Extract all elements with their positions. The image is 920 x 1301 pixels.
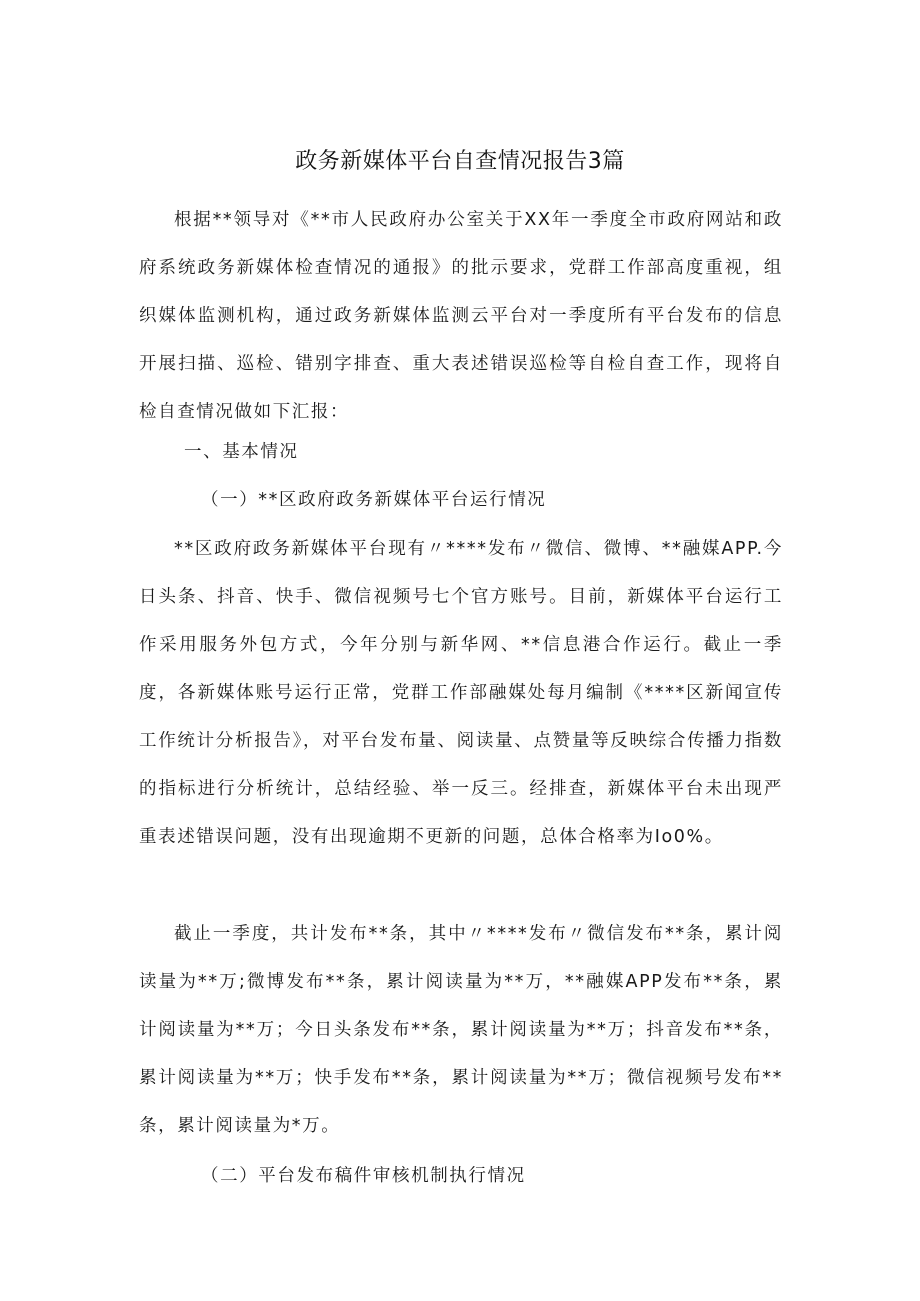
section1-heading: 一、基本情况 xyxy=(184,442,299,462)
operation-section xyxy=(139,525,783,861)
subsection1 xyxy=(139,476,783,524)
operation-paragraph: **区政府政务新媒体平台现有〃****发布〃微信、微博、**融媒APP.今日头条、抖音、快手、微信视频号七个官方账号。目前，新媒体平台运行工作采用服务外包方式，今年分别与新华网、**信息港合作运行。截止一季度，各新媒体账号运行正常，党群工作部融媒处每月编制《****区新闻宣传工作统计分析报告》，对平台发布量、阅读量、点赞量等反映综合传播力指数的指标进行分析统计，总结经验、举一反三。经排查，新媒体平台未出现严重表述错误问题，没有出现逾期不更新的问题，总体合格率为Io0%。 xyxy=(139,539,783,847)
subsection1-heading: （一）**区政府政务新媒体平台运行情况 xyxy=(201,490,547,510)
section1 xyxy=(139,428,783,476)
intro-paragraph: 根据**领导对《**市人民政府办公室关于XX年一季度全市政府网站和政府系统政务新媒体检查情况的通报》的批示要求，党群工作部高度重视，组织媒体监测机构，通过政务新媒体监测云平台对一季度所有平台发布的信息开展扫描、巡检、错别字排查、重大表述错误巡检等自检自查工作，现将自检自查情况做如下汇报： xyxy=(139,210,783,422)
subsection2 xyxy=(139,1152,783,1200)
stats-section xyxy=(139,910,783,1150)
document-title: 政务新媒体平台自查情况报告3篇 xyxy=(295,149,625,174)
subsection2-heading: （二）平台发布稿件审核机制执行情况 xyxy=(201,1166,526,1186)
document-body xyxy=(139,196,783,436)
stats-paragraph: 截止一季度，共计发布**条，其中〃****发布〃微信发布**条，累计阅读量为**万;微博发布**条，累计阅读量为**万，**融媒APP发布**条，累计阅读量为**万；今日头条发布**条，累计阅读量为**万；抖音发布**条，累计阅读量为**万；快手发布**条，累计阅读量为**万；微信视频号发布**条，累计阅读量为*万。 xyxy=(139,924,783,1136)
